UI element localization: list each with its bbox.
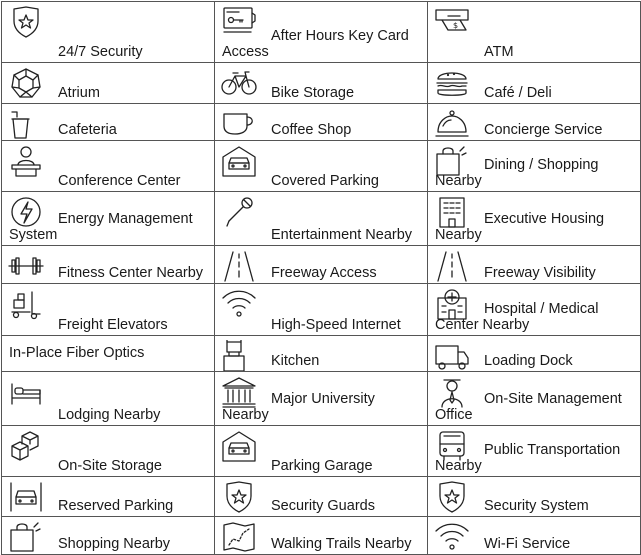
amenity-label: Dining / Shopping Nearby (435, 157, 599, 189)
amenity-cell (2, 2, 215, 63)
table-row (2, 246, 641, 284)
amenity-label: Loading Dock (484, 353, 573, 369)
amenity-label: Public Transportation Nearby (435, 442, 621, 474)
amenity-label: Major University Nearby (222, 391, 375, 423)
amenity-label: ATM (484, 44, 514, 60)
table-row (2, 2, 641, 63)
amenity-label: Executive Housing Nearby (435, 211, 605, 243)
table-row (2, 192, 641, 246)
table-row (2, 63, 641, 104)
amenity-label: Security System (484, 498, 589, 514)
amenity-label: Conference Center (58, 173, 181, 189)
amenity-cell (428, 63, 641, 104)
amenity-label: Covered Parking (271, 173, 379, 189)
amenity-label: In-Place Fiber Optics (9, 345, 145, 361)
microphone-icon (221, 196, 257, 228)
amenity-label: Energy Management System (9, 211, 193, 243)
amenity-cell (428, 246, 641, 284)
amenity-cell (215, 141, 428, 192)
amenity-cell (215, 517, 428, 555)
amenity-label: Freeway Visibility (484, 265, 596, 281)
amenity-cell (2, 284, 215, 336)
amenity-label: Security Guards (271, 498, 375, 514)
amenity-label: On-Site Storage (58, 458, 162, 474)
amenity-cell (428, 192, 641, 246)
amenity-cell (215, 63, 428, 104)
amenity-label: Lodging Nearby (58, 407, 161, 423)
table-row (2, 426, 641, 477)
amenity-label: Bike Storage (271, 85, 355, 101)
amenity-cell (215, 284, 428, 336)
amenity-label: Shopping Nearby (58, 536, 171, 552)
amenity-label: Atrium (58, 85, 100, 101)
bed-icon (8, 376, 44, 408)
amenity-cell (2, 141, 215, 192)
amenity-cell (2, 246, 215, 284)
amenity-label: Café / Deli (484, 85, 552, 101)
amenity-cell (2, 63, 215, 104)
amenity-label: Concierge Service (484, 122, 603, 138)
amenity-label: 24/7 Security (58, 44, 143, 60)
table-row (2, 104, 641, 141)
table-row (2, 141, 641, 192)
amenity-label: Kitchen (271, 353, 320, 369)
amenity-cell (215, 104, 428, 141)
amenity-label: On-Site Management Office (435, 391, 622, 423)
amenity-cell (428, 2, 641, 63)
amenity-cell (215, 2, 428, 63)
amenity-cell (2, 104, 215, 141)
amenity-label: Freight Elevators (58, 317, 168, 333)
amenity-cell (428, 104, 641, 141)
table-row (2, 477, 641, 517)
amenity-cell (428, 284, 641, 336)
amenity-cell (2, 192, 215, 246)
shield-star-icon (8, 6, 44, 38)
amenity-cell (2, 517, 215, 555)
amenity-label: Fitness Center Nearby (58, 265, 204, 281)
amenity-cell (215, 336, 428, 372)
amenity-cell (215, 192, 428, 246)
amenity-cell (215, 426, 428, 477)
amenity-cell (428, 477, 641, 517)
amenity-label: Entertainment Nearby (271, 227, 413, 243)
amenity-label: Hospital / Medical Center Nearby (435, 301, 599, 333)
atm-icon (434, 6, 470, 38)
amenity-label: Walking Trails Nearby (271, 536, 412, 552)
amenity-label: Cafeteria (58, 122, 117, 138)
table-row (2, 336, 641, 372)
amenity-cell (428, 336, 641, 372)
amenity-cell (215, 372, 428, 426)
amenity-label: Coffee Shop (271, 122, 352, 138)
amenity-label: Freeway Access (271, 265, 377, 281)
amenity-label: High-Speed Internet (271, 317, 401, 333)
wifi-icon (221, 288, 257, 320)
amenity-label: Wi-Fi Service (484, 536, 571, 552)
amenity-cell (428, 372, 641, 426)
table-row (2, 284, 641, 336)
amenity-cell (428, 426, 641, 477)
amenity-label: After Hours Key Card Access (222, 28, 409, 60)
amenity-cell (428, 517, 641, 555)
amenity-cell (2, 372, 215, 426)
amenity-cell (2, 336, 215, 372)
table-row (2, 372, 641, 426)
amenity-cell (2, 426, 215, 477)
amenity-cell (215, 477, 428, 517)
amenity-label: Parking Garage (271, 458, 373, 474)
amenities-table (1, 1, 641, 555)
amenity-label: Reserved Parking (58, 498, 174, 514)
amenity-cell (215, 246, 428, 284)
amenity-cell (2, 477, 215, 517)
svg-text:$: $ (453, 21, 459, 30)
amenity-cell (428, 141, 641, 192)
hand-cart-icon (8, 288, 44, 320)
table-row (2, 517, 641, 555)
